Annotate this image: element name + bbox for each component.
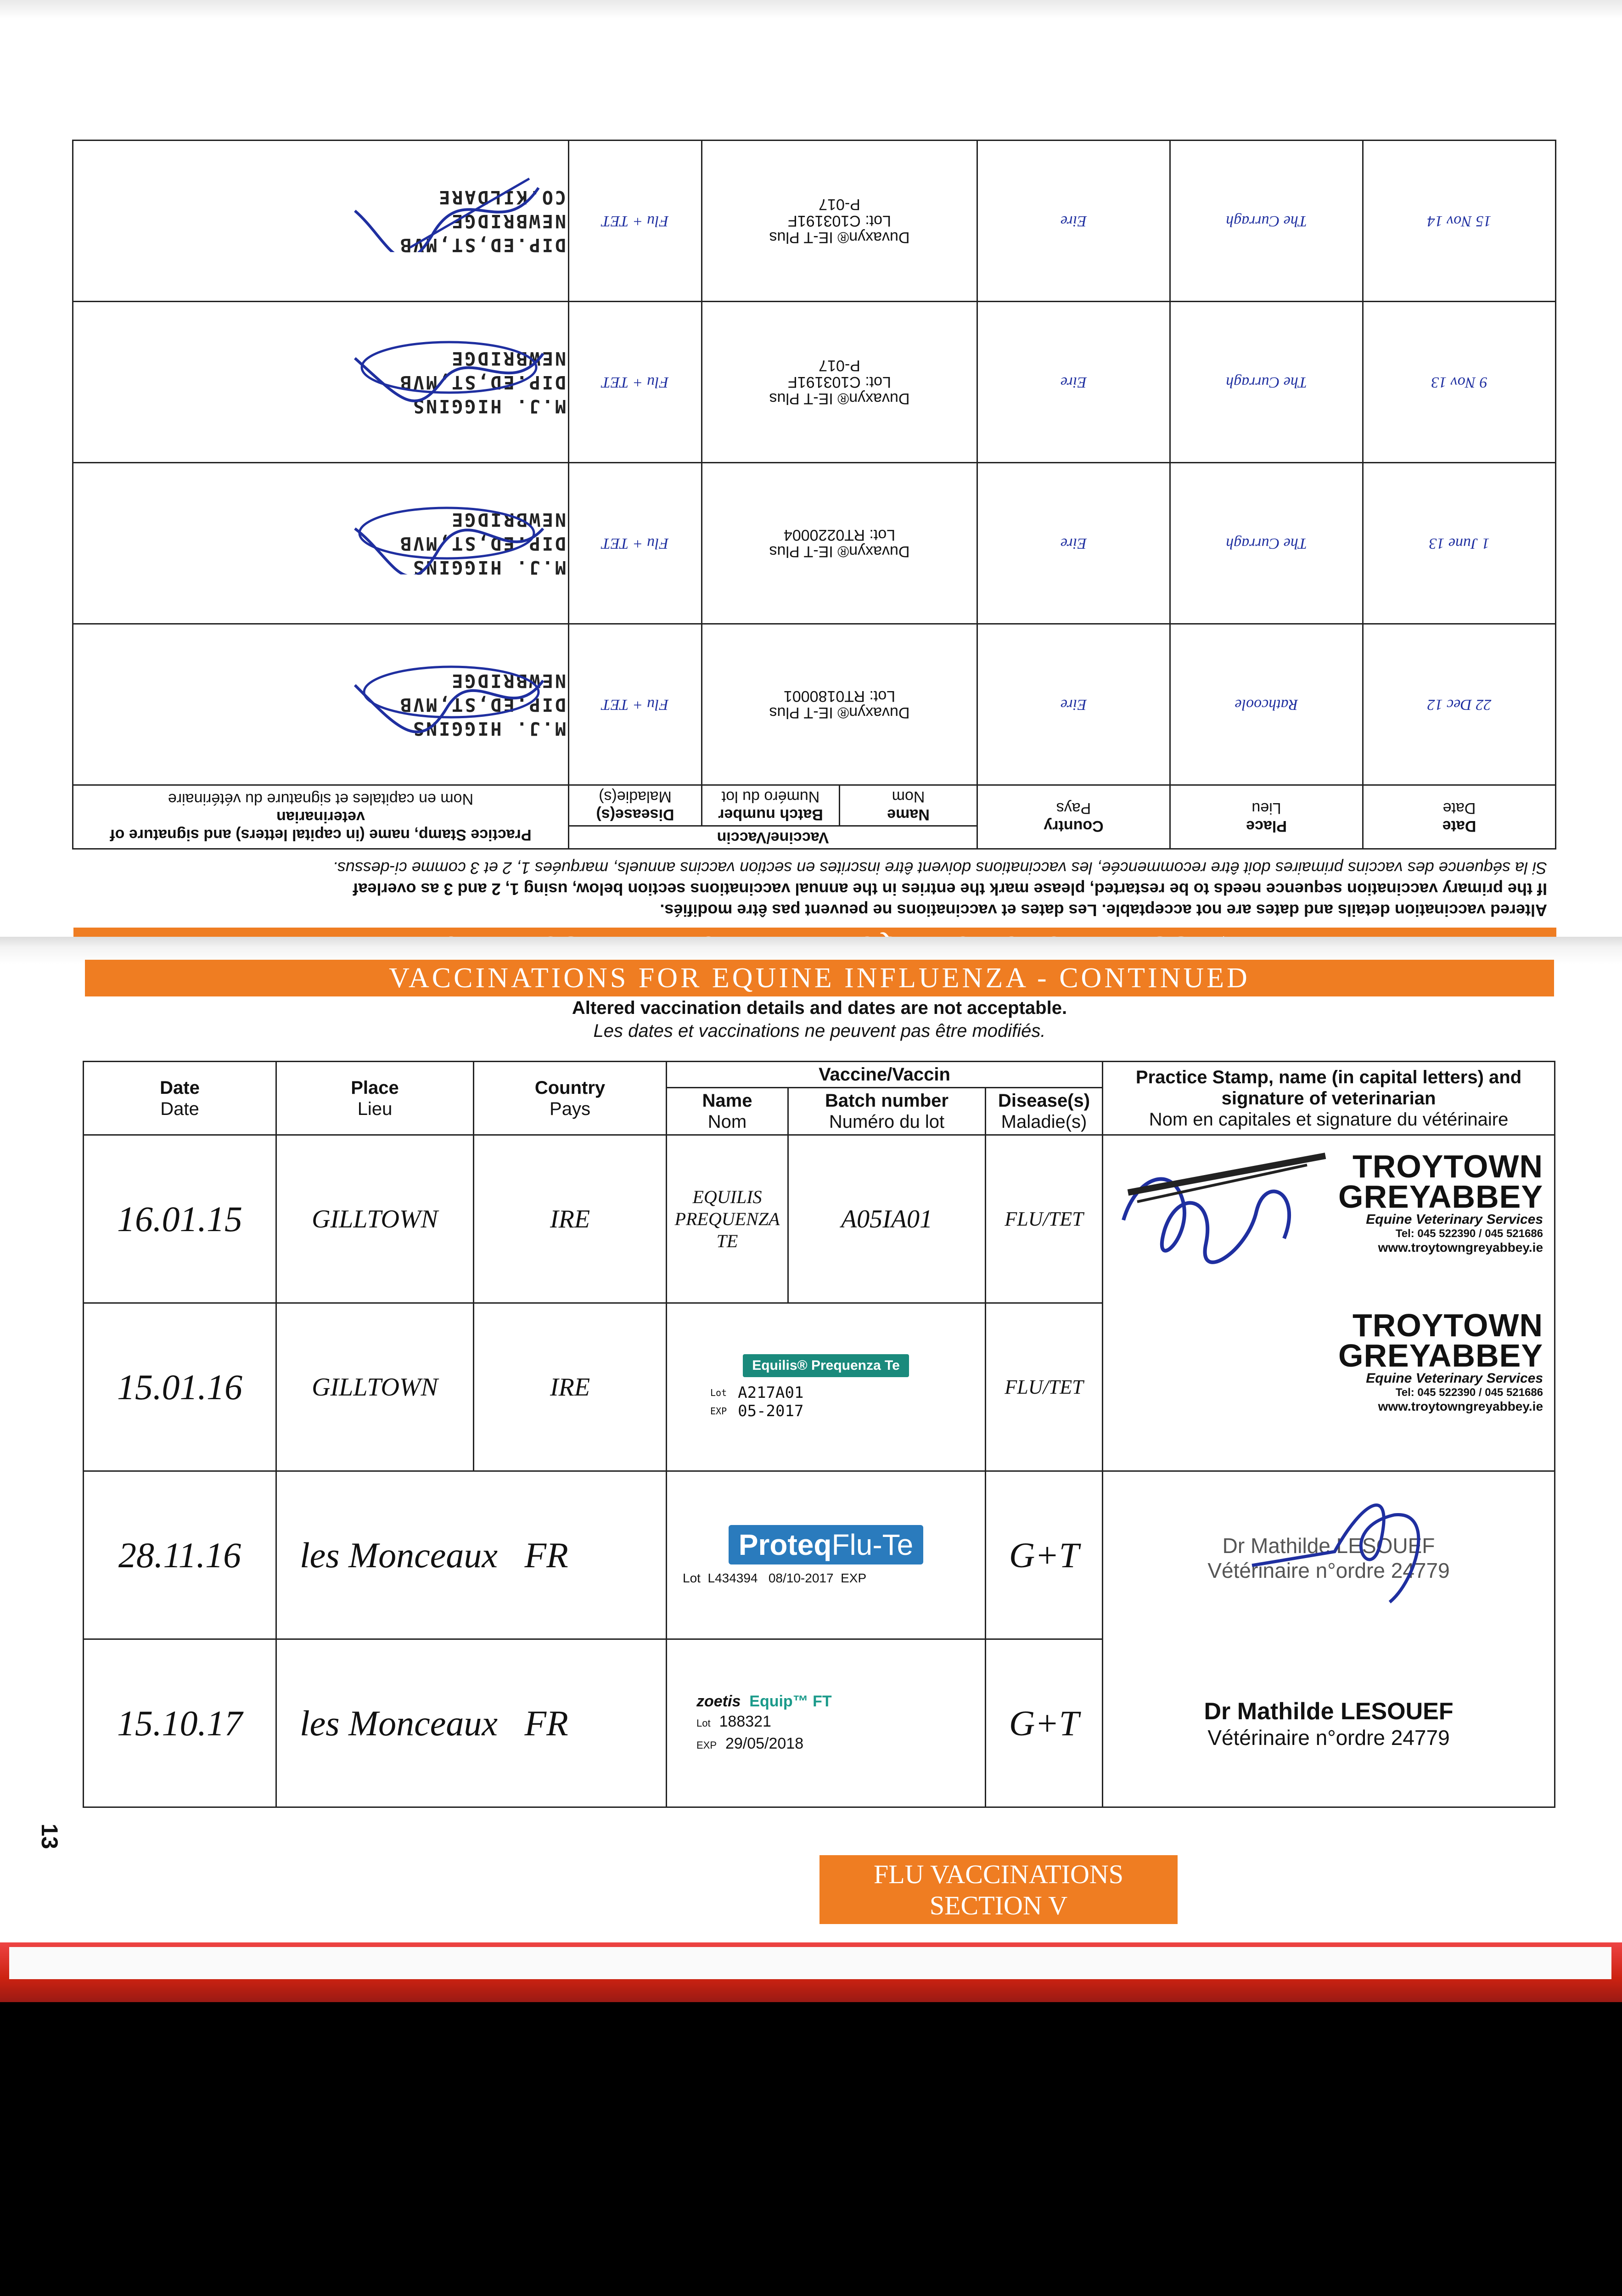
th-place: Place Lieu xyxy=(276,1062,474,1135)
cell-disease: FLU/TET xyxy=(986,1303,1103,1471)
scanner-background xyxy=(0,2002,1622,2296)
flipped-row-2 xyxy=(73,302,1555,463)
flipped-disease: Flu + TET xyxy=(568,302,702,463)
alteration-notice xyxy=(85,996,1554,1042)
flipped-notes xyxy=(73,857,1556,921)
section-tag xyxy=(819,1855,1178,1924)
flipped-country: Eire xyxy=(977,141,1170,302)
vaccination-table xyxy=(83,1061,1555,1808)
flipped-disease: Flu + TET xyxy=(568,463,702,624)
cell-place-country: les Monceaux FR xyxy=(276,1639,667,1807)
flipped-place: The Curragh xyxy=(1170,141,1363,302)
flipped-vaccination-table xyxy=(72,140,1556,850)
th-name: Name Nom xyxy=(667,1088,788,1135)
cell-disease: FLU/TET xyxy=(986,1135,1103,1303)
flipped-th-disease: Disease(s) Maladie(s) xyxy=(568,785,702,826)
cell-place: GILLTOWN xyxy=(276,1303,474,1471)
cell-date: 28.11.16 xyxy=(84,1471,276,1639)
flipped-stamp: DIP.ED,ST,MVB NEWBRIDGE CO.KILDARE xyxy=(73,141,568,302)
flipped-stamp: M.J. HIGGINS DIP.ED,ST,MVB NEWBRIDGE xyxy=(73,463,568,624)
stamp-line2: GREYABBEY xyxy=(1338,1338,1543,1373)
vet-order: Vétérinaire n°ordre 24779 xyxy=(1207,1726,1450,1750)
section-banner: VACCINATIONS FOR EQUINE INFLUENZA - CONTINUED xyxy=(85,960,1554,996)
signature-scribble xyxy=(346,492,548,574)
notice-english: Altered vaccination details and dates are not acceptable. xyxy=(572,998,1067,1018)
equilis-label: Equilis® Prequenza Te xyxy=(743,1354,909,1377)
cell-vaccine-sticker xyxy=(667,1303,986,1471)
table-row xyxy=(84,1471,1555,1639)
cell-country: IRE xyxy=(474,1135,667,1303)
flipped-header-row xyxy=(73,826,1555,849)
flipped-date: 15 Nov 14 xyxy=(1363,141,1556,302)
flipped-date: 9 Nov 13 xyxy=(1363,302,1556,463)
flipped-vaccine-label: Duvaxyn® IE-T Plus Lot: C103191F P-017 xyxy=(702,302,977,463)
th-date: Date Date xyxy=(84,1062,276,1135)
vet-signature xyxy=(1110,1137,1339,1294)
page-bottom-strip xyxy=(9,1947,1611,1979)
flipped-row-3 xyxy=(73,463,1555,624)
flipped-country: Eire xyxy=(977,302,1170,463)
flipped-note-3: Si la séquence des vaccins primaires doit être recommencée, les vaccinations doivent être inscrites en section vaccins annuels, marquées 1, 2 et 3 comme ci-dessus. xyxy=(332,859,1547,878)
troytown-stamp xyxy=(1105,1137,1552,1469)
cell-date: 16.01.15 xyxy=(84,1135,276,1303)
flipped-country: Eire xyxy=(977,463,1170,624)
flipped-th-stamp: Practice Stamp, name (in capital letters) and signature of veterinarian Nom en capitales et signature du vétérinaire xyxy=(73,785,568,849)
flipped-stamp: M.J. HIGGINS DIP.ED,ST,MVB NEWBRIDGE xyxy=(73,624,568,785)
stamp-tel: Tel: 045 522390 / 045 521686 xyxy=(1395,1386,1543,1399)
cell-country: IRE xyxy=(474,1303,667,1471)
proteq-lot: Lot L434394 08/10-2017 EXP xyxy=(683,1570,867,1585)
section-tag-line2: SECTION V xyxy=(929,1891,1068,1920)
cell-place: GILLTOWN xyxy=(276,1135,474,1303)
flipped-stamp: M.J. HIGGINS DIP.ED,ST,MVB NEWBRIDGE xyxy=(73,302,568,463)
flipped-vaccine-label: Duvaxyn® IE-T Plus Lot: C103191F P-017 xyxy=(702,141,977,302)
cell-disease: G+T xyxy=(986,1639,1103,1807)
signature-scribble xyxy=(346,169,548,252)
cell-disease: G+T xyxy=(986,1471,1103,1639)
notice-french: Les dates et vaccinations ne peuvent pas être modifiés. xyxy=(593,1021,1046,1041)
flipped-note-2: If the primary vaccination sequence needs to be restarted, please mark the entries in the annual vaccinations section below, using 1, 2 and 3 as overleaf xyxy=(353,880,1547,899)
zoetis-label: zoetis Equip™ FT Lot 188321 EXP 29/05/2018 xyxy=(696,1692,832,1752)
lot-block: $^{Lot}$ A217A01 $^{EXP}$ 05-2017 xyxy=(710,1383,804,1420)
flipped-note-1: Altered vaccination details and dates are not acceptable. Les dates et vaccinations ne peuvent pas être modifiés. xyxy=(660,901,1547,920)
flipped-date: 1 June 13 xyxy=(1363,463,1556,624)
flipped-row-4 xyxy=(73,624,1555,785)
stamp-services: Equine Veterinary Services xyxy=(1366,1371,1543,1386)
flipped-place: The Curragh xyxy=(1170,302,1363,463)
cell-vaccine-sticker xyxy=(667,1639,986,1807)
flipped-th-place: Place Lieu xyxy=(1170,785,1363,849)
th-disease: Disease(s) Maladie(s) xyxy=(986,1088,1103,1135)
th-batch: Batch number Numéro du lot xyxy=(788,1088,986,1135)
flipped-disease: Flu + TET xyxy=(568,141,702,302)
stamp-services: Equine Veterinary Services xyxy=(1366,1212,1543,1227)
flipped-vaccine-label: Duvaxyn® IE-T Plus Lot: RT0180001 xyxy=(702,624,977,785)
flipped-country: Eire xyxy=(977,624,1170,785)
flipped-th-vaccine: Vaccine/Vaccin xyxy=(568,826,977,849)
flipped-vaccine-label: Duvaxyn® IE-T Plus Lot: RT0220004 xyxy=(702,463,977,624)
vet-stamp xyxy=(1105,1474,1552,1805)
flipped-th-date: Date Date xyxy=(1363,785,1556,849)
stamp-line1: TROYTOWN xyxy=(1353,1148,1543,1184)
flipped-th-country: Country Pays xyxy=(977,785,1170,849)
flipped-th-name: Name Nom xyxy=(840,785,977,826)
cell-batch: A05IA01 xyxy=(788,1135,986,1303)
cell-vaccine-sticker xyxy=(667,1471,986,1639)
stamp-web: www.troytowngreyabbey.ie xyxy=(1378,1240,1543,1255)
upside-down-page xyxy=(73,51,1556,964)
proteq-label: ProteqFlu-Te xyxy=(729,1525,924,1564)
cell-place-country: les Monceaux FR xyxy=(276,1471,667,1639)
flipped-disease: Flu + TET xyxy=(568,624,702,785)
cell-date: 15.10.17 xyxy=(84,1639,276,1807)
vet-name-faded: Dr Mathilde LESOUEF xyxy=(1222,1534,1435,1558)
cell-stamp-troytown xyxy=(1103,1135,1555,1471)
vet-signature xyxy=(1243,1474,1472,1630)
flipped-place: The Curragh xyxy=(1170,463,1363,624)
th-country: Country Pays xyxy=(474,1062,667,1135)
stamp-tel: Tel: 045 522390 / 045 521686 xyxy=(1395,1227,1543,1240)
vet-name: Dr Mathilde LESOUEF xyxy=(1204,1698,1454,1725)
header-row xyxy=(84,1062,1555,1088)
section-tag-line1: FLU VACCINATIONS xyxy=(873,1859,1124,1889)
flipped-row-1 xyxy=(73,141,1555,302)
vet-order-faded: Vétérinaire n°ordre 24779 xyxy=(1207,1559,1450,1582)
stamp-line2: GREYABBEY xyxy=(1338,1179,1543,1215)
stamp-line1: TROYTOWN xyxy=(1353,1307,1543,1343)
th-vaccine: Vaccine/Vaccin xyxy=(667,1062,1103,1088)
flipped-date: 22 Dec 12 xyxy=(1363,624,1556,785)
flipped-th-batch: Batch number Numéro du lot xyxy=(702,785,840,826)
signature-scribble xyxy=(346,653,548,736)
page-number: 13 xyxy=(36,1823,62,1849)
cell-stamp-vet xyxy=(1103,1471,1555,1807)
stamp-web: www.troytowngreyabbey.ie xyxy=(1378,1399,1543,1413)
page-top-edge xyxy=(0,0,1622,18)
cell-vaccine-name: EQUILIS PREQUENZA TE xyxy=(667,1135,788,1303)
th-stamp: Practice Stamp, name (in capital letters) and signature of veterinarian Nom en capitales et signature du vétérinaire xyxy=(1103,1062,1555,1135)
flipped-place: Rathcoole xyxy=(1170,624,1363,785)
signature-scribble xyxy=(346,331,548,413)
table-row xyxy=(84,1135,1555,1303)
cell-date: 15.01.16 xyxy=(84,1303,276,1471)
